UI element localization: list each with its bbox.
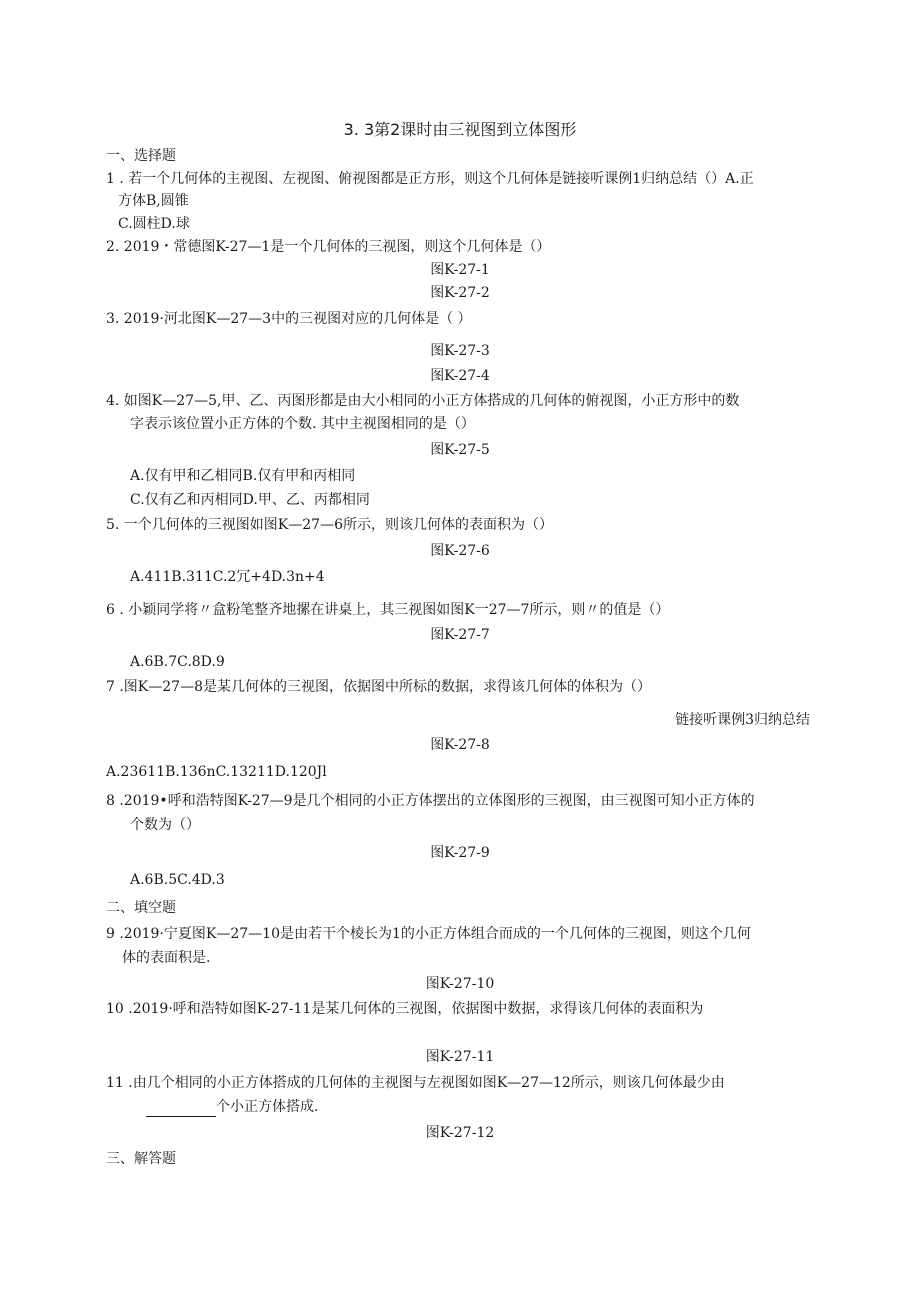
link-lesson-example-3: 链接听课例3归纳总结 xyxy=(675,712,810,728)
question-4-options-cd: C.仅有乙和丙相同D.甲、乙、丙都相同 xyxy=(130,492,370,508)
figure-caption-k27-2: 图K-27-2 xyxy=(430,285,490,301)
figure-caption-k27-8: 图K-27-8 xyxy=(430,737,490,753)
question-7-text: 7 .图K—27—8是某几何体的三视图，依据图中所标的数据，求得该几何体的体积为（） xyxy=(106,679,651,695)
question-6-text: 6 . 小颖同学将〃盒粉笔整齐地摞在讲桌上，其三视图如图K一27—7所示，则〃的值是（） xyxy=(106,602,670,618)
question-10-text: 10 .2019·呼和浩特如图K-27-11是某几何体的三视图，依据图中数据，求得该几何体的表面积为 xyxy=(106,1001,704,1017)
question-5-text: 5. 一个几何体的三视图如图K—27—6所示，则该几何体的表面积为（） xyxy=(106,517,553,533)
question-1-line-3: C.圆柱D.球 xyxy=(118,216,190,232)
section-heading-fill: 二、填空题 xyxy=(106,900,176,916)
figure-caption-k27-9: 图K-27-9 xyxy=(430,845,490,861)
question-7-options: A.23611B.136nC.13211D.120Jl xyxy=(106,764,327,780)
section-heading-solve: 三、解答题 xyxy=(106,1151,176,1167)
figure-caption-k27-11: 图K-27-11 xyxy=(425,1049,495,1065)
answer-blank xyxy=(146,1102,216,1117)
question-11-line-2-text: 个小正方体搭成. xyxy=(216,1099,319,1115)
question-1-line-2: 方体B,圆锥 xyxy=(118,193,189,209)
question-4-line-2: 字表示该位置小正方体的个数. 其中主视图相同的是（） xyxy=(130,416,475,432)
figure-caption-k27-3: 图K-27-3 xyxy=(430,343,490,359)
figure-caption-k27-4: 图K-27-4 xyxy=(430,368,490,384)
question-11-line-1: 11 .由几个相同的小正方体搭成的几何体的主视图与左视图如图K—27—12所示，则该几何体最少由 xyxy=(106,1075,725,1091)
figure-caption-k27-10: 图K-27-10 xyxy=(425,976,495,992)
question-4-options-ab: A.仅有甲和乙相同B.仅有甲和丙相同 xyxy=(130,468,356,484)
figure-caption-k27-6: 图K-27-6 xyxy=(430,543,490,559)
page-title: 3. 3第2课时由三视图到立体图形 xyxy=(343,120,577,139)
figure-caption-k27-5: 图K-27-5 xyxy=(430,442,490,458)
question-11-line-2 xyxy=(146,1097,318,1117)
question-3-text: 3. 2019·河北图K—27—3中的三视图对应的几何体是（ ） xyxy=(106,311,472,327)
figure-caption-k27-7: 图K-27-7 xyxy=(430,627,490,643)
question-4-line-1: 4. 如图K—27—5,甲、乙、丙图形都是由大小相同的小正方体搭成的几何体的俯视图，小正方形中的数 xyxy=(106,393,740,409)
section-heading-choice: 一、选择题 xyxy=(106,148,176,164)
question-9-line-1: 9 .2019·宁夏图K—27—10是由若干个棱长为1的小正方体组合而成的一个几何体的三视图，则这个几何 xyxy=(106,926,751,942)
question-2-text: 2. 2019・常德图K-27—1是一个几何体的三视图，则这个几何体是（） xyxy=(106,239,551,255)
question-6-options: A.6B.7C.8D.9 xyxy=(130,654,225,670)
figure-caption-k27-12: 图K-27-12 xyxy=(425,1125,495,1141)
question-8-line-1: 8 .2019•呼和浩特图K-27—9是几个相同的小正方体摆出的立体图形的三视图，由三视图可知小正方体的 xyxy=(106,793,755,809)
question-8-line-2: 个数为（） xyxy=(130,817,200,833)
question-1-line-1: 1 . 若一个几何体的主视图、左视图、俯视图都是正方形，则这个几何体是链接听课例1归纳总结（）A.正 xyxy=(106,171,754,187)
figure-caption-k27-1: 图K-27-1 xyxy=(430,262,490,278)
question-5-options: A.411B.311C.2冗+4D.3n+4 xyxy=(130,569,325,585)
question-9-line-2: 体的表面积是. xyxy=(122,950,211,966)
question-8-options: A.6B.5C.4D.3 xyxy=(130,872,225,888)
